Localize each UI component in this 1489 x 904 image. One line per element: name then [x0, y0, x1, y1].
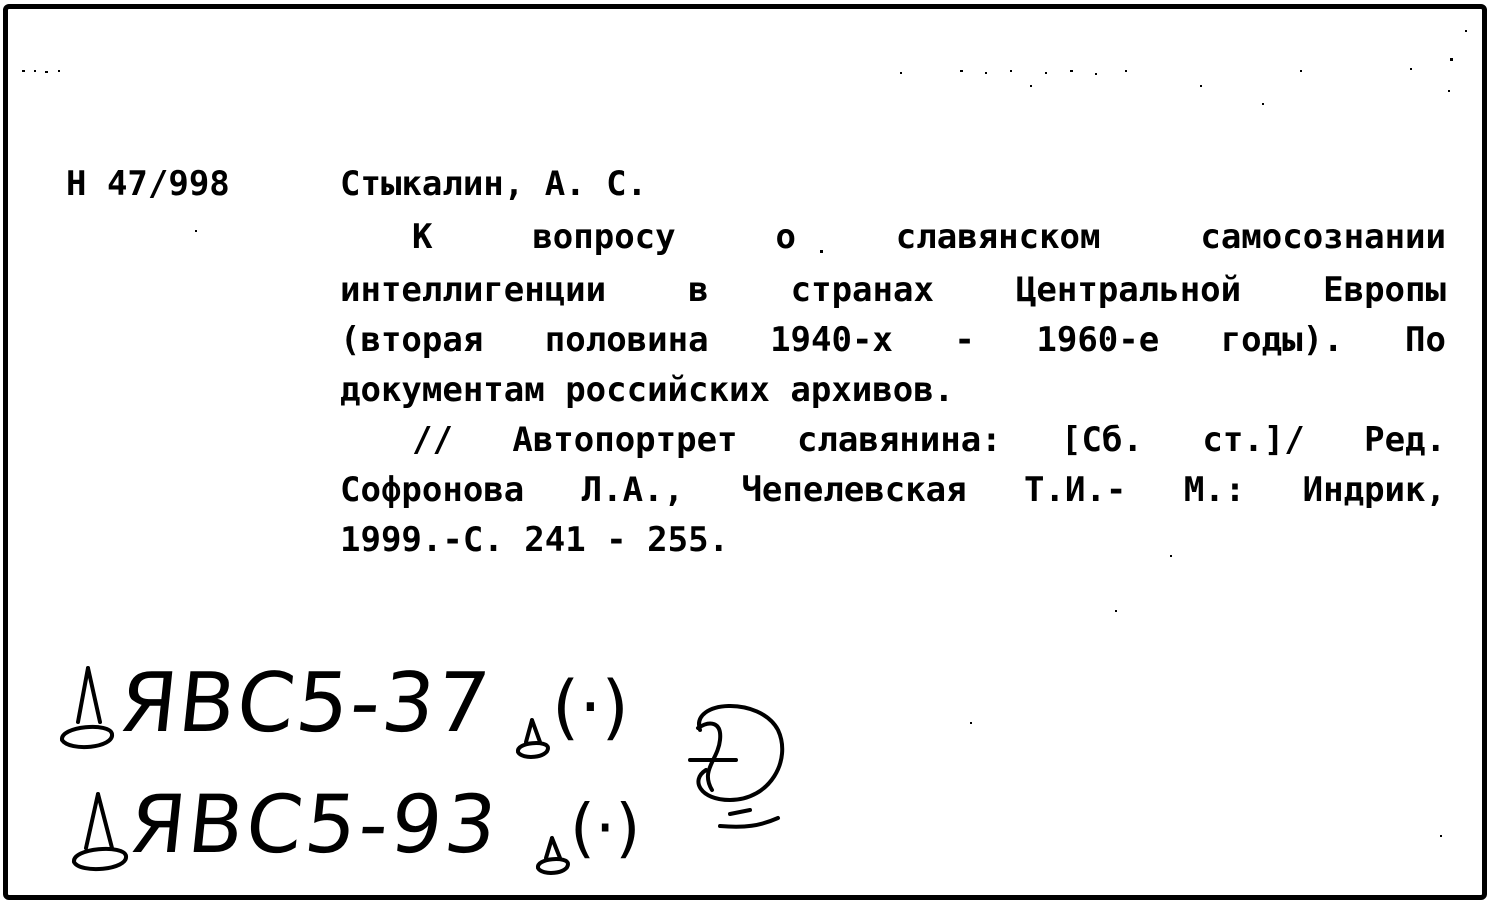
word: славянина:: [796, 420, 1002, 460]
word: 255.: [647, 520, 730, 560]
word: в: [688, 270, 709, 310]
word: 241: [524, 520, 586, 560]
delta-subscript-1: [518, 720, 548, 757]
word: документам: [340, 370, 545, 410]
author-heading: Стыкалин, А. С.: [340, 164, 648, 204]
word: Л.А.,: [581, 470, 685, 510]
delta-mark-1: [62, 668, 112, 747]
word: славянском: [895, 217, 1101, 257]
word: странах: [790, 270, 934, 310]
word: российских: [565, 370, 770, 410]
word: (вторая: [340, 320, 484, 360]
shelf-mark: Н 47/998: [66, 164, 230, 204]
underline-stroke-2: [730, 810, 750, 814]
word: 1940-х: [770, 320, 893, 360]
word: Индрик,: [1302, 470, 1446, 510]
word: половина: [544, 320, 709, 360]
delta-mark-2: [74, 794, 126, 869]
word: Т.И.-: [1024, 470, 1127, 510]
classification-code-1: ЯВС5-37: [115, 656, 496, 751]
word: ст.]/: [1202, 420, 1305, 460]
word: вопросу: [532, 217, 676, 257]
underline-stroke: [720, 818, 778, 827]
word: -: [606, 520, 627, 560]
word: Софронова: [340, 470, 525, 510]
word: о: [775, 217, 796, 257]
circle-mark: [690, 706, 782, 800]
word: Европы: [1323, 270, 1446, 310]
word: М.:: [1183, 470, 1246, 510]
word: -: [954, 320, 975, 360]
classification-code-2-suffix: (·): [570, 792, 641, 866]
word: [Сб.: [1061, 420, 1143, 460]
word: 1999.-С.: [340, 520, 504, 560]
word: Центральной: [1015, 270, 1242, 310]
delta-subscript-2: [538, 838, 568, 873]
word: архивов.: [790, 370, 955, 410]
word: По: [1405, 320, 1446, 360]
word: Автопортрет: [512, 420, 738, 460]
word: Чепелевская: [741, 470, 967, 510]
word: годы).: [1220, 320, 1344, 360]
word: интеллигенции: [340, 270, 607, 310]
word: самосознании: [1200, 217, 1446, 257]
word: //: [412, 420, 453, 460]
classification-code-2: ЯВС5-93: [125, 778, 504, 871]
word: К: [412, 217, 433, 257]
word: 1960-е: [1036, 320, 1160, 360]
word: Ред.: [1364, 420, 1446, 460]
classification-code-1-suffix: (·): [552, 666, 629, 748]
